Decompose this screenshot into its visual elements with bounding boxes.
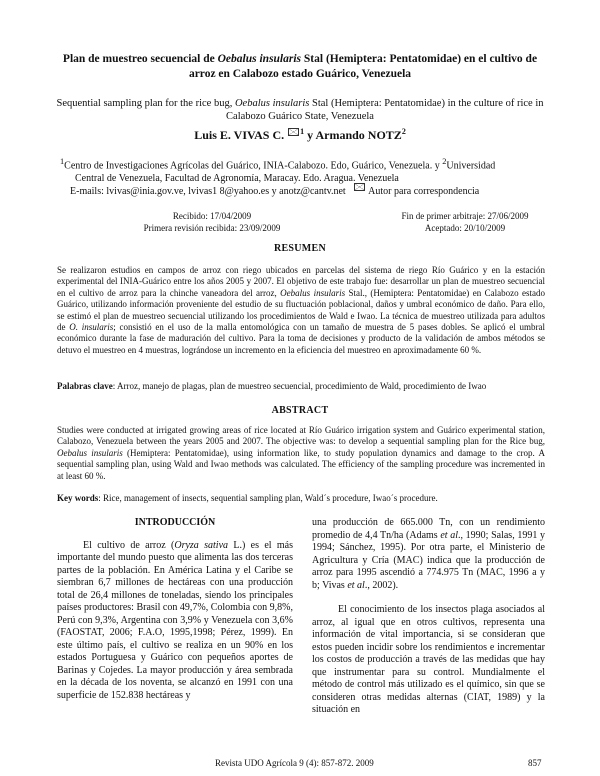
- date-accepted: Aceptado: 20/10/2009: [424, 223, 506, 233]
- resumen-species: Oebalus insularis: [280, 287, 346, 298]
- affil-sup-1: 1: [60, 157, 65, 166]
- title-en-text: Sequential sampling plan for the rice bug,: [56, 98, 235, 109]
- intro-species: Oryza sativa: [174, 539, 229, 551]
- right-text-c: ., 2002).: [364, 579, 399, 591]
- affil-line-1: Centro de Investigaciones Agrícolas del Guárico, INIA-Calabozo. Edo, Guárico, Venezuela. y: [64, 160, 443, 172]
- abstract-text-b: (Hemiptera: Pentatomidae), using information like, to study population dynamics and damage to the crop. A sequential sampling plan, using Wald and Iwao methods was calculated. The efficiency of the sampling procedure was incremented in at least 60 %.: [57, 447, 545, 481]
- title-es-text-2: Stal (Hemiptera: Pentatomidae) en el cultivo de arroz en Calabozo estado Guárico, Venezuela: [188, 53, 538, 80]
- email-line: [60, 185, 550, 198]
- intro-paragraph-1: [57, 540, 293, 703]
- intro-heading: INTRODUCCIÓN: [134, 517, 216, 528]
- right-paragraph-1: [312, 517, 545, 592]
- right-column: [312, 517, 545, 717]
- intro-text-b: L.) es el más importante del mundo puesto que alimenta las dos terceras partes de la población. En América Latina y el Caribe se siembran 6,7 millones de hectáreas con una producción total de 26,4 millones de toneladas, siendo los principales países productores: Brasil con 49,7%, Colombia con 9,8%, Perú con 9,3%, Argentina con 3,9% y Venezuela con 3,6% (FAOSTAT, 2006; F.A.O, 1995,1998; Pérez, 1999). En este último país, el cultivo se realiza en un 90% en los estados Portuguesa y Guárico con pequeños aportes de Barinas y Cojedes. La mayor producción y área sembrada en la década de los noventa, se alcanzó en 1991 con una superficie de 152.838 hectáreas y: [57, 539, 293, 701]
- right-etal-1: et al: [440, 529, 458, 541]
- abstract-heading: ABSTRACT: [271, 405, 329, 416]
- title-es-text: Plan de muestreo secuencial de: [62, 53, 218, 65]
- affil-sup-2: 2: [442, 157, 447, 166]
- author-1: Luis E. VIVAS C.: [194, 128, 285, 142]
- keywords-label: Key words: [57, 493, 99, 503]
- author-1-sup: 1: [300, 127, 305, 136]
- resumen-body: [57, 265, 545, 356]
- key-words: [57, 493, 545, 504]
- title-es-species: Oebalus insularis: [217, 53, 302, 65]
- dates-right: [385, 210, 545, 234]
- paragraph-gap: [312, 592, 545, 604]
- abstract-body: [57, 425, 545, 482]
- right-text-a: una producción de 665.000 Tn, con un rendimiento promedio de 4,4 Tn/ha (Adams: [312, 517, 545, 541]
- date-first-arbitrage: Fin de primer arbitraje: 27/06/2009: [401, 211, 529, 221]
- abstract-text-a: Studies were conducted at irrigated growing areas of rice located at Río Guárico irrigation system and Guárico experimental station, Calabozo, Venezuela between the years 2005 and 2007. The objective was: to develop a sequential sampling plan for the Rice bug,: [57, 425, 545, 447]
- affiliations: [60, 155, 550, 198]
- palabras-text: : Arroz, manejo de plagas, plan de muestreo secuencial, procedimiento de Wald, procedimiento de Iwao: [112, 381, 487, 391]
- palabras-clave: [57, 381, 545, 392]
- affil-line-1-end: Universidad: [446, 160, 496, 172]
- right-etal-2: et al: [347, 579, 365, 591]
- envelope-icon-2: [354, 183, 365, 191]
- intro-text-a: El cultivo de arroz (: [83, 539, 175, 551]
- affil-line-2: Central de Venezuela, Facultad de Agronomía, Maracay. Edo. Aragua. Venezuela: [75, 173, 399, 185]
- resumen-text-c: ; consistió en el uso de la malla entomológica con un tamaño de muestra de 5 pases dobles. Se aplicó el umbral económico durante la fase de maduración del cultivo. Para la toma de decisiones y producto de la validación de ambos métodos se detuvo el muestreo en 4 muestras, lográndose un incremento en la eficiencia del muestreo en aproximadamente 60 %.: [57, 322, 545, 355]
- title-spanish: [50, 52, 550, 82]
- page-number: 857: [528, 758, 542, 768]
- envelope-icon: [288, 128, 299, 136]
- date-first-revision: Primera revisión recibida: 23/09/2009: [143, 223, 281, 233]
- author-2-sup: 2: [401, 127, 406, 136]
- dates-left: [112, 210, 312, 234]
- palabras-label: Palabras clave: [57, 381, 113, 391]
- author-separator: y: [304, 128, 316, 142]
- resumen-species-2: O. insularis: [69, 322, 114, 333]
- title-en-text-2: Stal (Hemiptera: Pentatomidae) in the culture of rice in Calabozo Guárico State, Venezuela: [226, 98, 544, 122]
- keywords-text: : Rice, management of insects, sequential sampling plan, Wald´s procedure, Iwao´s procedure.: [98, 493, 438, 503]
- title-en-species: Oebalus insularis: [234, 98, 310, 109]
- title-english: [50, 97, 550, 123]
- right-text-b: ., 1990; Salas, 1991 y 1994; Sánchez, 1995). Por otra parte, el Ministerio de Agricultura y Cría (MAC) indica que la producción de arroz para 1995 ascendió a 774.975 Tn (MAC, 1996 a y b; Vivas: [312, 529, 545, 591]
- resumen-text-a: Se realizaron estudios en campos de arroz con riego ubicados en parcelas del sistema de riego Río Guárico y en la estación experimental del INIA-Guárico entre los años 2005 y 2007. El objetivo de este trabajo fue: desarrollar un plan de muestreo secuencial en el cultivo de arroz para la chinche vaneadora del arroz,: [57, 265, 545, 298]
- abstract-species: Oebalus insularis: [57, 447, 123, 458]
- resumen-text-b: Stal., (Hemiptera: Pentatomidae) en Calabozo estado Guárico, utilizando información proveniente del estudio de su fluctuación poblacional, daños y umbral económico de daño. Para ello, se estimó el plan de muestreo secuencial utilizando los procedimientos de Wald e Iwao. La técnica de muestreo utilizada para adultos de: [57, 287, 546, 333]
- right-paragraph-2: El conocimiento de los insectos plaga asociados al arroz, al igual que en otros cultivos, representa una información de vital importancia, si se consideran que estos pueden incidir sobre los rendimientos e incrementar los costos de producción a través de las medidas que hay que instrumentar para su control. Mundialmente el método de control más utilizado es el químico, sin que se consideren otras medidas alternas (CIAT, 1989) y la situación en: [312, 604, 545, 715]
- corresponding-author: Autor para correspondencia: [368, 186, 480, 198]
- journal-citation: Revista UDO Agrícola 9 (4): 857-872. 2009: [215, 758, 374, 768]
- date-received: Recibido: 17/04/2009: [172, 211, 252, 221]
- left-column: [57, 517, 293, 702]
- authors-line: [0, 127, 600, 143]
- resumen-heading: RESUMEN: [273, 243, 327, 254]
- author-2: Armando NOTZ: [315, 128, 402, 142]
- emails: E-mails: lvivas@inia.gov.ve, lvivas1 8@yahoo.es y anotz@cantv.net: [70, 186, 346, 198]
